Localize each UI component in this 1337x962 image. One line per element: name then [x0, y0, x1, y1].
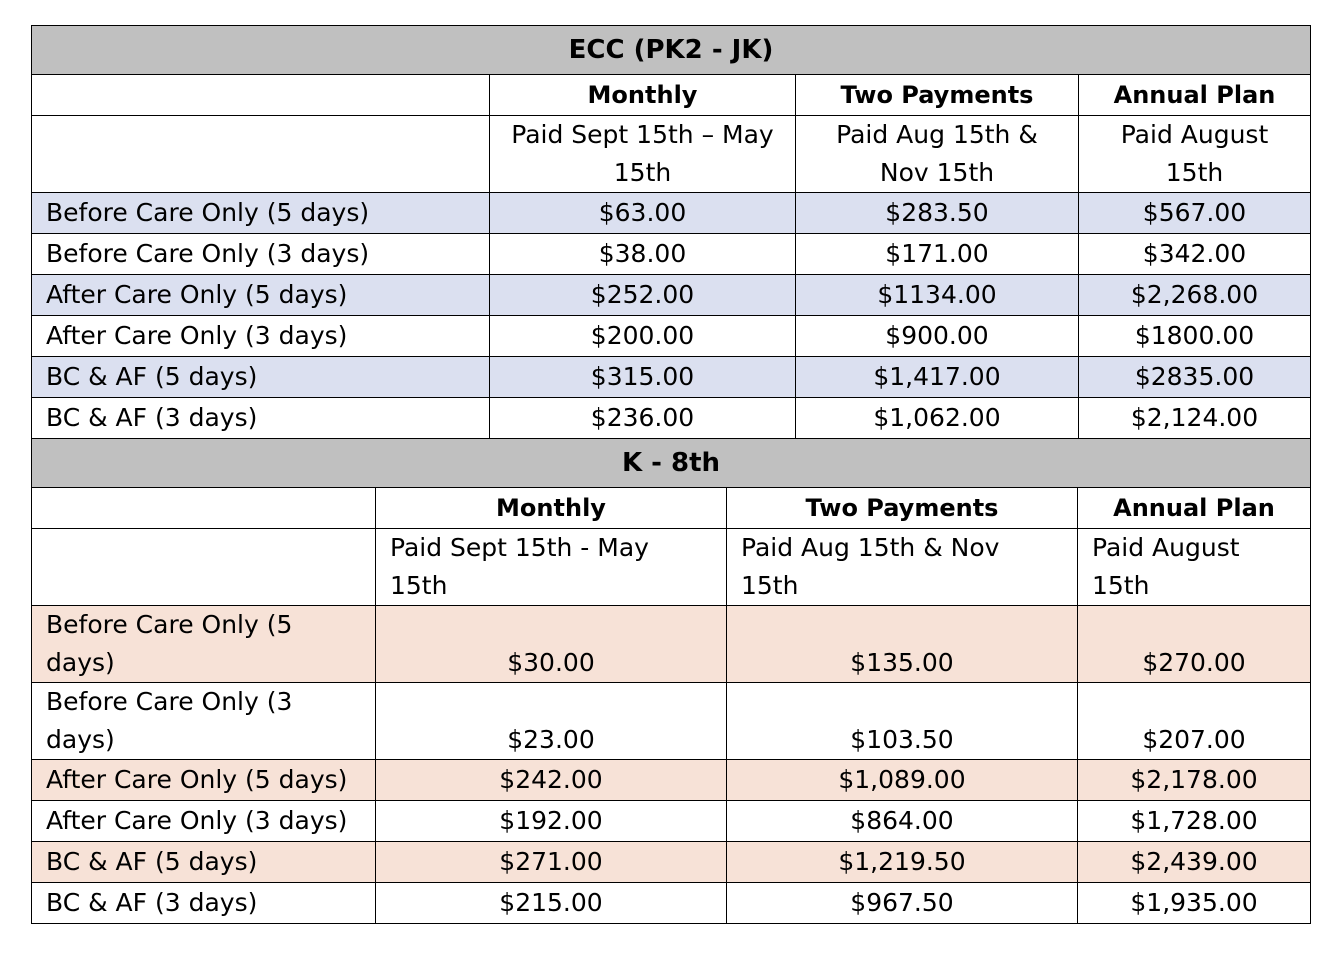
monthly-fee: $63.00: [490, 193, 796, 234]
row-label: Before Care Only (5 days): [32, 605, 376, 682]
row-label: After Care Only (5 days): [32, 759, 376, 800]
table-row: [32, 682, 1311, 759]
two-payments-fee: $283.50: [796, 193, 1079, 234]
header-monthly: Monthly: [490, 75, 796, 116]
annual-plan-dates: Paid August 15th: [1079, 116, 1311, 193]
two-payments-dates: Paid Aug 15th & Nov 15th: [727, 528, 1078, 605]
two-payments-fee: $900.00: [796, 316, 1079, 357]
two-payments-fee: $1134.00: [796, 275, 1079, 316]
annual-fee: $2,439.00: [1078, 841, 1311, 882]
two-payments-fee: $135.00: [727, 605, 1078, 682]
ecc-column-header-row: [32, 75, 1311, 116]
row-label: Before Care Only (3 days): [32, 682, 376, 759]
table-row: [32, 316, 1311, 357]
monthly-fee: $236.00: [490, 398, 796, 439]
table-row: [32, 841, 1311, 882]
ecc-fee-table: [31, 25, 1311, 439]
header-monthly: Monthly: [376, 487, 727, 528]
k8-payment-dates-row: [32, 528, 1311, 605]
fee-schedule: [31, 25, 1310, 924]
monthly-fee: $271.00: [376, 841, 727, 882]
row-label: After Care Only (3 days): [32, 800, 376, 841]
monthly-fee: $215.00: [376, 882, 727, 923]
row-label: BC & AF (5 days): [32, 841, 376, 882]
annual-fee: $342.00: [1079, 234, 1311, 275]
annual-fee: $2,268.00: [1079, 275, 1311, 316]
table-row: [32, 398, 1311, 439]
row-label: After Care Only (5 days): [32, 275, 490, 316]
row-label: After Care Only (3 days): [32, 316, 490, 357]
ecc-section-title: ECC (PK2 - JK): [32, 26, 1311, 75]
monthly-fee: $192.00: [376, 800, 727, 841]
k8-section-header: [32, 438, 1311, 487]
header-two-payments: Two Payments: [796, 75, 1079, 116]
annual-fee: $1,935.00: [1078, 882, 1311, 923]
monthly-fee: $252.00: [490, 275, 796, 316]
annual-fee: $567.00: [1079, 193, 1311, 234]
row-label: Before Care Only (3 days): [32, 234, 490, 275]
two-payments-fee: $1,062.00: [796, 398, 1079, 439]
annual-fee: $207.00: [1078, 682, 1311, 759]
two-payments-fee: $103.50: [727, 682, 1078, 759]
k8-column-header-row: [32, 487, 1311, 528]
table-row: [32, 193, 1311, 234]
k8-fee-table: [31, 438, 1311, 924]
table-row: [32, 357, 1311, 398]
ecc-section-header: [32, 26, 1311, 75]
monthly-fee: $242.00: [376, 759, 727, 800]
table-row: [32, 605, 1311, 682]
monthly-fee: $38.00: [490, 234, 796, 275]
annual-fee: $1800.00: [1079, 316, 1311, 357]
table-row: [32, 882, 1311, 923]
empty-header-cell: [32, 528, 376, 605]
two-payments-fee: $967.50: [727, 882, 1078, 923]
row-label: BC & AF (5 days): [32, 357, 490, 398]
annual-fee: $2835.00: [1079, 357, 1311, 398]
monthly-dates: Paid Sept 15th - May 15th: [376, 528, 727, 605]
annual-fee: $2,124.00: [1079, 398, 1311, 439]
table-row: [32, 234, 1311, 275]
header-two-payments: Two Payments: [727, 487, 1078, 528]
empty-header-cell: [32, 487, 376, 528]
header-annual-plan: Annual Plan: [1079, 75, 1311, 116]
k8-section-title: K - 8th: [32, 438, 1311, 487]
annual-fee: $1,728.00: [1078, 800, 1311, 841]
row-label: Before Care Only (5 days): [32, 193, 490, 234]
empty-header-cell: [32, 75, 490, 116]
empty-header-cell: [32, 116, 490, 193]
two-payments-fee: $171.00: [796, 234, 1079, 275]
two-payments-fee: $1,219.50: [727, 841, 1078, 882]
two-payments-dates: Paid Aug 15th & Nov 15th: [796, 116, 1079, 193]
table-row: [32, 800, 1311, 841]
monthly-fee: $200.00: [490, 316, 796, 357]
monthly-fee: $315.00: [490, 357, 796, 398]
two-payments-fee: $864.00: [727, 800, 1078, 841]
two-payments-fee: $1,089.00: [727, 759, 1078, 800]
annual-fee: $270.00: [1078, 605, 1311, 682]
annual-fee: $2,178.00: [1078, 759, 1311, 800]
two-payments-fee: $1,417.00: [796, 357, 1079, 398]
monthly-fee: $23.00: [376, 682, 727, 759]
annual-plan-dates: Paid August 15th: [1078, 528, 1311, 605]
monthly-fee: $30.00: [376, 605, 727, 682]
table-row: [32, 275, 1311, 316]
row-label: BC & AF (3 days): [32, 398, 490, 439]
row-label: BC & AF (3 days): [32, 882, 376, 923]
ecc-payment-dates-row: [32, 116, 1311, 193]
table-row: [32, 759, 1311, 800]
header-annual-plan: Annual Plan: [1078, 487, 1311, 528]
monthly-dates: Paid Sept 15th – May 15th: [490, 116, 796, 193]
